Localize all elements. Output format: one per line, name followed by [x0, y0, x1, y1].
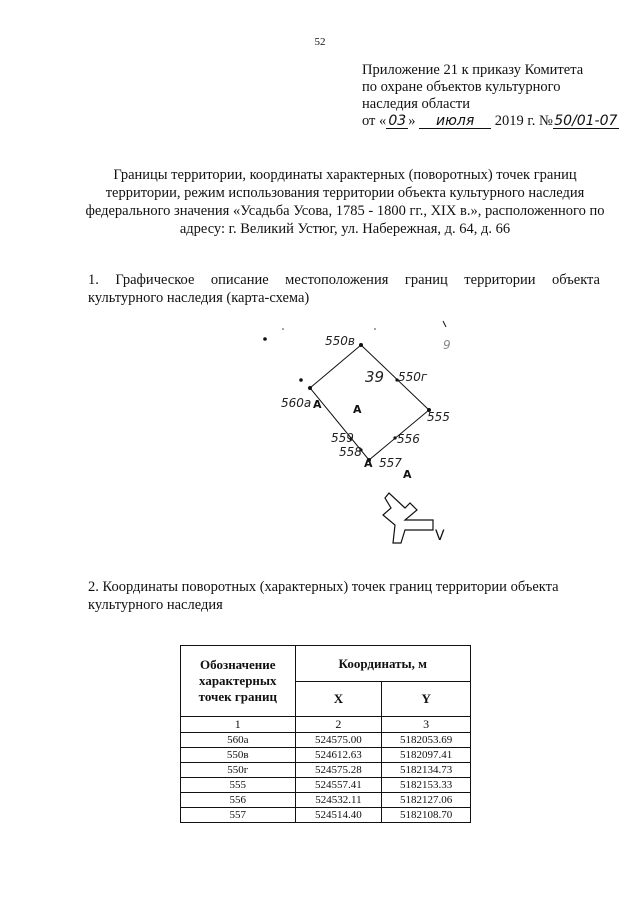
cell-point: 550в: [181, 748, 296, 763]
appendix-line-2: по охране объектов культурного: [362, 79, 561, 95]
table-row: [181, 778, 471, 793]
cell-x: 524612.63: [295, 748, 382, 763]
map-dot: [374, 328, 376, 330]
label-555: 555: [427, 410, 450, 424]
appendix-line-3: наследия области: [362, 96, 471, 112]
date-year: 2019 г. №: [494, 113, 553, 129]
coordinates-table: [180, 645, 471, 823]
vertex-560a: [308, 386, 312, 390]
handwritten-number: 50/01-07: [554, 113, 618, 129]
cell-x: 524532.11: [295, 793, 382, 808]
table-row: [181, 808, 471, 823]
zone-letter-a: А: [313, 398, 322, 411]
label-550g: 550г: [398, 370, 428, 384]
table-column-numbers: [181, 717, 471, 733]
zone-letter-a: А: [403, 468, 412, 481]
map-tick-mark: [443, 321, 446, 327]
document-title: Границы территории, координаты характерных (поворотных) точек границ территории, режим использования территории объекта культурного наследия федерального значения «Усадьба Усова, 1785 - 1800 гг., XIX в.», расположенного по адресу: г. Великий Устюг, ул. Набережная, д. 64, д. 66: [85, 167, 605, 237]
column-number: 2: [295, 717, 382, 733]
handwritten-month: июля: [419, 114, 491, 129]
cell-y: 5182134.73: [382, 763, 471, 778]
cell-point: 556: [181, 793, 296, 808]
cell-point: 560а: [181, 733, 296, 748]
label-559: 559: [331, 431, 354, 445]
cell-y: 5182097.41: [382, 748, 471, 763]
table-row: [181, 748, 471, 763]
appendix-date-line: [362, 113, 640, 130]
cell-point: 550г: [181, 763, 296, 778]
map-dot: [263, 337, 267, 341]
cell-point: 555: [181, 778, 296, 793]
cell-y: 5182108.70: [382, 808, 471, 823]
appendix-header: [362, 62, 640, 130]
header-coordinates: Координаты, м: [295, 646, 470, 682]
date-mid: »: [408, 113, 416, 129]
date-prefix: от «: [362, 113, 387, 129]
label-560a: 560а: [281, 396, 312, 410]
header-y: Y: [382, 682, 471, 717]
label-557: 557: [379, 456, 402, 470]
cell-x: 524557.41: [295, 778, 382, 793]
column-number: 1: [181, 717, 296, 733]
header-point-designation: Обозначение характерных точек границ: [181, 646, 296, 717]
handwritten-day: 03: [386, 114, 408, 129]
label-9: 9: [443, 338, 451, 352]
section-1-heading: 1. Графическое описание местоположения границ территории объекта культурного наследия (карта-схема): [88, 272, 600, 306]
page-number: 52: [314, 36, 326, 48]
section-2-heading: 2. Координаты поворотных (характерных) точек границ территории объекта культурного наследия: [88, 579, 559, 613]
table-row: [181, 733, 471, 748]
label-556: 556: [397, 432, 420, 446]
cell-y: 5182127.06: [382, 793, 471, 808]
table-row: [181, 763, 471, 778]
map-dot: [282, 328, 284, 330]
column-number: 3: [382, 717, 471, 733]
table-row: [181, 793, 471, 808]
cell-y: 5182153.33: [382, 778, 471, 793]
zone-letter-a: А: [353, 403, 362, 416]
cell-x: 524575.28: [295, 763, 382, 778]
label-558: 558: [339, 445, 362, 459]
vertex-550v: [359, 343, 363, 347]
map-dot: [299, 378, 303, 382]
cell-x: 524575.00: [295, 733, 382, 748]
cell-point: 557: [181, 808, 296, 823]
zone-letter-a: А: [364, 457, 373, 470]
cell-x: 524514.40: [295, 808, 382, 823]
appendix-line-1: Приложение 21 к приказу Комитета: [362, 62, 584, 78]
zone-letter-v: V: [435, 528, 445, 544]
header-x: X: [295, 682, 382, 717]
table-header-row: [181, 646, 471, 682]
boundary-map: [255, 315, 470, 550]
label-parcel-39: 39: [365, 368, 385, 386]
building-outline: [383, 493, 433, 543]
label-550v: 550в: [325, 334, 355, 348]
cell-y: 5182053.69: [382, 733, 471, 748]
